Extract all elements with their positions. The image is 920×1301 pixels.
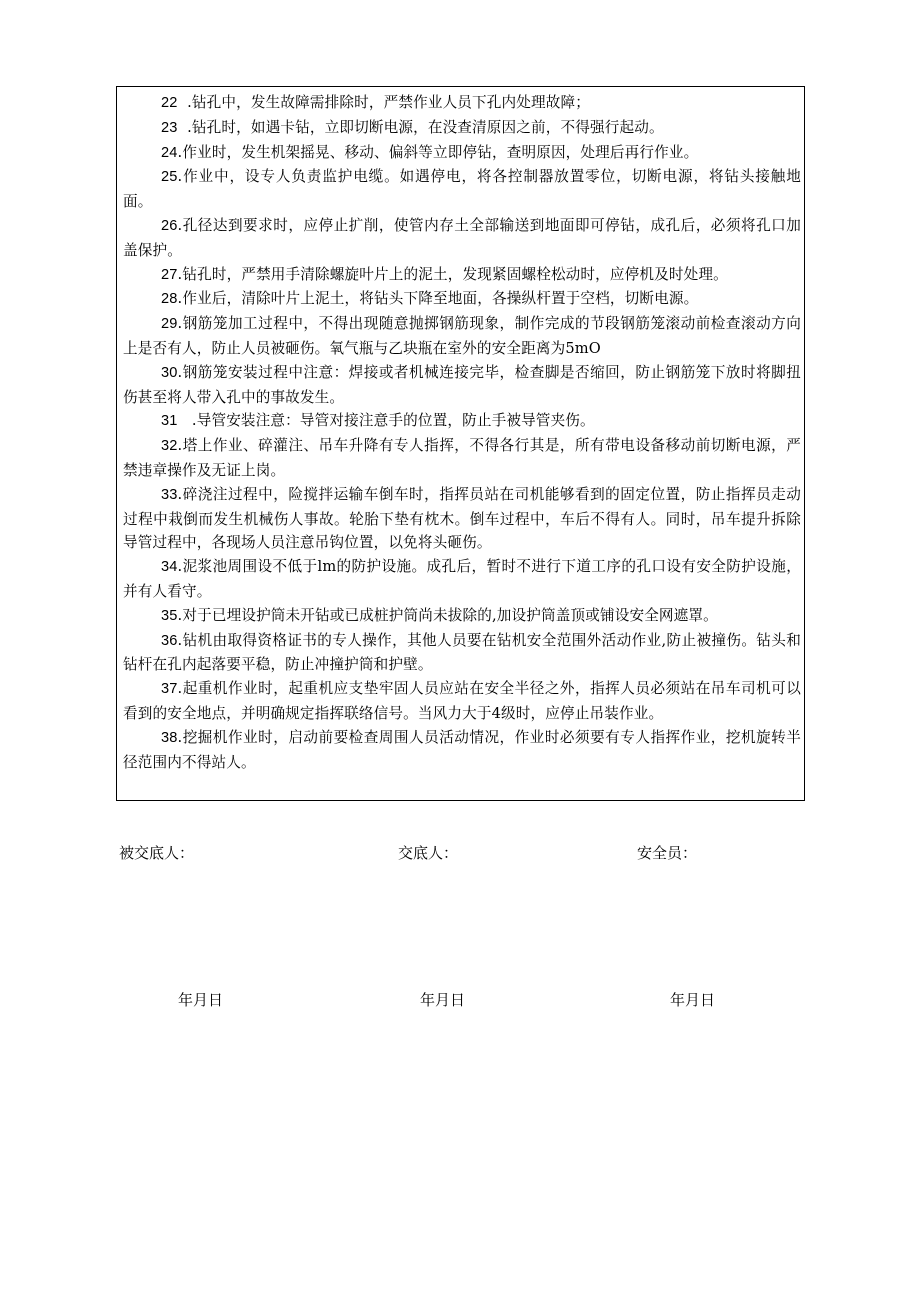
clause-number: 28 <box>161 291 178 308</box>
safety-clause <box>123 214 801 263</box>
receiver-signature-label: 被交底人： <box>119 844 195 862</box>
clause-number: 24 <box>161 144 178 161</box>
clause-separator: . <box>177 558 183 576</box>
safety-clause <box>123 604 801 629</box>
presenter-date-label: 年月日 <box>420 991 466 1009</box>
clause-number: 37 <box>161 681 178 698</box>
safety-clause <box>123 483 801 555</box>
clause-text: 导管安装注意：导管对接注意手的位置，防止手被导管夹伤。 <box>196 412 595 430</box>
clause-separator: . <box>177 437 183 455</box>
clause-separator: . <box>177 606 183 624</box>
safety-clause <box>123 165 801 214</box>
clause-text: 钻孔时，严禁用手清除螺旋叶片上的泥土，发现紧固螺栓松动时，应停机及时处理。 <box>182 265 728 283</box>
clause-number: 34 <box>161 559 178 576</box>
clause-number: 22 <box>161 95 178 111</box>
clause-separator: . <box>177 363 183 381</box>
clause-text: 孔径达到要求时，应停止扩削，使管内存土全部输送到地面即可停钻，成孔后，必须将孔口加盖保护。 <box>123 216 801 259</box>
clause-separator: . <box>177 631 183 649</box>
safety-clause <box>123 141 801 166</box>
clause-separator: . <box>177 290 183 308</box>
clause-number: 38 <box>161 729 178 746</box>
clause-number: 30 <box>161 364 178 381</box>
clause-text: 起重机作业时，起重机应支垫牢固人员应站在安全半径之外，指挥人员必须站在吊车司机可以看到的安全地点，并明确规定指挥联络信号。当风力大于4级时，应停止吊装作业。 <box>123 680 801 722</box>
safety-clause <box>123 434 801 483</box>
clause-text: 作业时，发生机架摇晃、移动、偏斜等立即停钻，查明原因，处理后再行作业。 <box>182 143 699 161</box>
clause-text: 钻孔时，如遇卡钻，立即切断电源，在没查清原因之前，不得强行起动。 <box>191 118 664 136</box>
clause-number: 23 <box>161 119 178 136</box>
clause-separator: . <box>177 216 183 234</box>
clause-text: 钻孔中，发生故障需排除时，严禁作业人员下孔内处理故障； <box>191 94 591 111</box>
clause-separator: . <box>177 94 192 111</box>
clause-number: 33 <box>161 486 178 503</box>
clause-separator: . <box>177 728 183 746</box>
clause-separator: . <box>177 143 183 161</box>
clause-number: 36 <box>161 632 178 649</box>
clause-text: 钢筋笼加工过程中，不得出现随意抛掷钢筋现象，制作完成的节段钢筋笼滚动前检查滚动方向上是否有人，防止人员被砸伤。氧气瓶与乙块瓶在室外的安全距离为5mO <box>123 315 801 357</box>
safety-clause <box>123 555 801 604</box>
clause-text: 碎浇注过程中，险搅拌运输车倒车时，指挥员站在司机能够看到的固定位置，防止指挥员走动过程中栽倒而发生机械伤人事故。轮胎下垫有枕木。倒车过程中，车后不得有人。同时，吊车提升拆除导管过程中，各现场人员注意吊钩位置，以免将头砸伤。 <box>123 485 801 552</box>
clause-number: 29 <box>161 316 178 333</box>
presenter-signature-label: 交底人： <box>398 844 459 862</box>
safety-clause <box>123 677 801 726</box>
safety-clause <box>123 361 801 410</box>
clause-text: 作业中，设专人负责监护电缆。如遇停电，将各控制器放置零位，切断电源，将钻头接触地面。 <box>123 168 801 211</box>
clause-separator: . <box>177 412 197 430</box>
safety-officer-date-label: 年月日 <box>670 991 716 1009</box>
safety-clauses-box <box>116 86 805 801</box>
clause-separator: . <box>177 680 183 698</box>
clause-text: 钢筋笼安装过程中注意：焊接或者机械连接完毕，检查脚是否缩回，防止钢筋笼下放时将脚扭伤甚至将人带入孔中的事故发生。 <box>123 363 801 406</box>
safety-clause <box>123 409 801 434</box>
safety-clause <box>123 91 801 116</box>
clause-separator: . <box>177 265 183 283</box>
safety-officer-signature-label: 安全员： <box>637 844 698 862</box>
clause-number: 35 <box>161 607 178 624</box>
receiver-date-label: 年月日 <box>178 991 224 1009</box>
safety-clause <box>123 116 801 141</box>
safety-clause <box>123 263 801 288</box>
clause-text: 对于已埋设护筒未开钻或已成桩护筒尚未拔除的,加设护筒盖顶或铺设安全网遮罩。 <box>182 606 718 624</box>
clause-separator: . <box>177 315 183 333</box>
clause-number: 32 <box>161 438 178 455</box>
clause-separator: . <box>177 118 192 136</box>
safety-clause <box>123 312 801 361</box>
clause-separator: . <box>177 485 183 503</box>
clause-number: 26 <box>161 217 178 234</box>
clause-separator: . <box>177 168 183 186</box>
clause-number: 25 <box>161 169 178 186</box>
clause-text: 泥浆池周围设不低于lm的防护设施。成孔后，暂时不进行下道工序的孔口设有安全防护设施，并有人看守。 <box>123 558 801 600</box>
clause-number: 27 <box>161 266 178 283</box>
clause-text: 作业后，清除叶片上泥土，将钻头下降至地面，各操纵杆置于空档，切断电源。 <box>182 290 699 308</box>
clause-number: 31 <box>161 413 178 430</box>
clause-text: 钻机由取得资格证书的专人操作，其他人员要在钻机安全范围外活动作业,防止被撞伤。钻头和钻杆在孔内起落要平稳，防止冲撞护筒和护壁。 <box>123 631 801 674</box>
clause-text: 塔上作业、碎灌注、吊车升降有专人指挥，不得各行其是，所有带电设备移动前切断电源，严禁违章操作及无证上岗。 <box>123 437 801 479</box>
clause-text: 挖掘机作业时，启动前要检查周围人员活动情况，作业时必须要有专人指挥作业，挖机旋转半径范围内不得站人。 <box>123 728 801 771</box>
safety-clause <box>123 726 801 775</box>
safety-clause <box>123 629 801 678</box>
safety-clause <box>123 287 801 312</box>
